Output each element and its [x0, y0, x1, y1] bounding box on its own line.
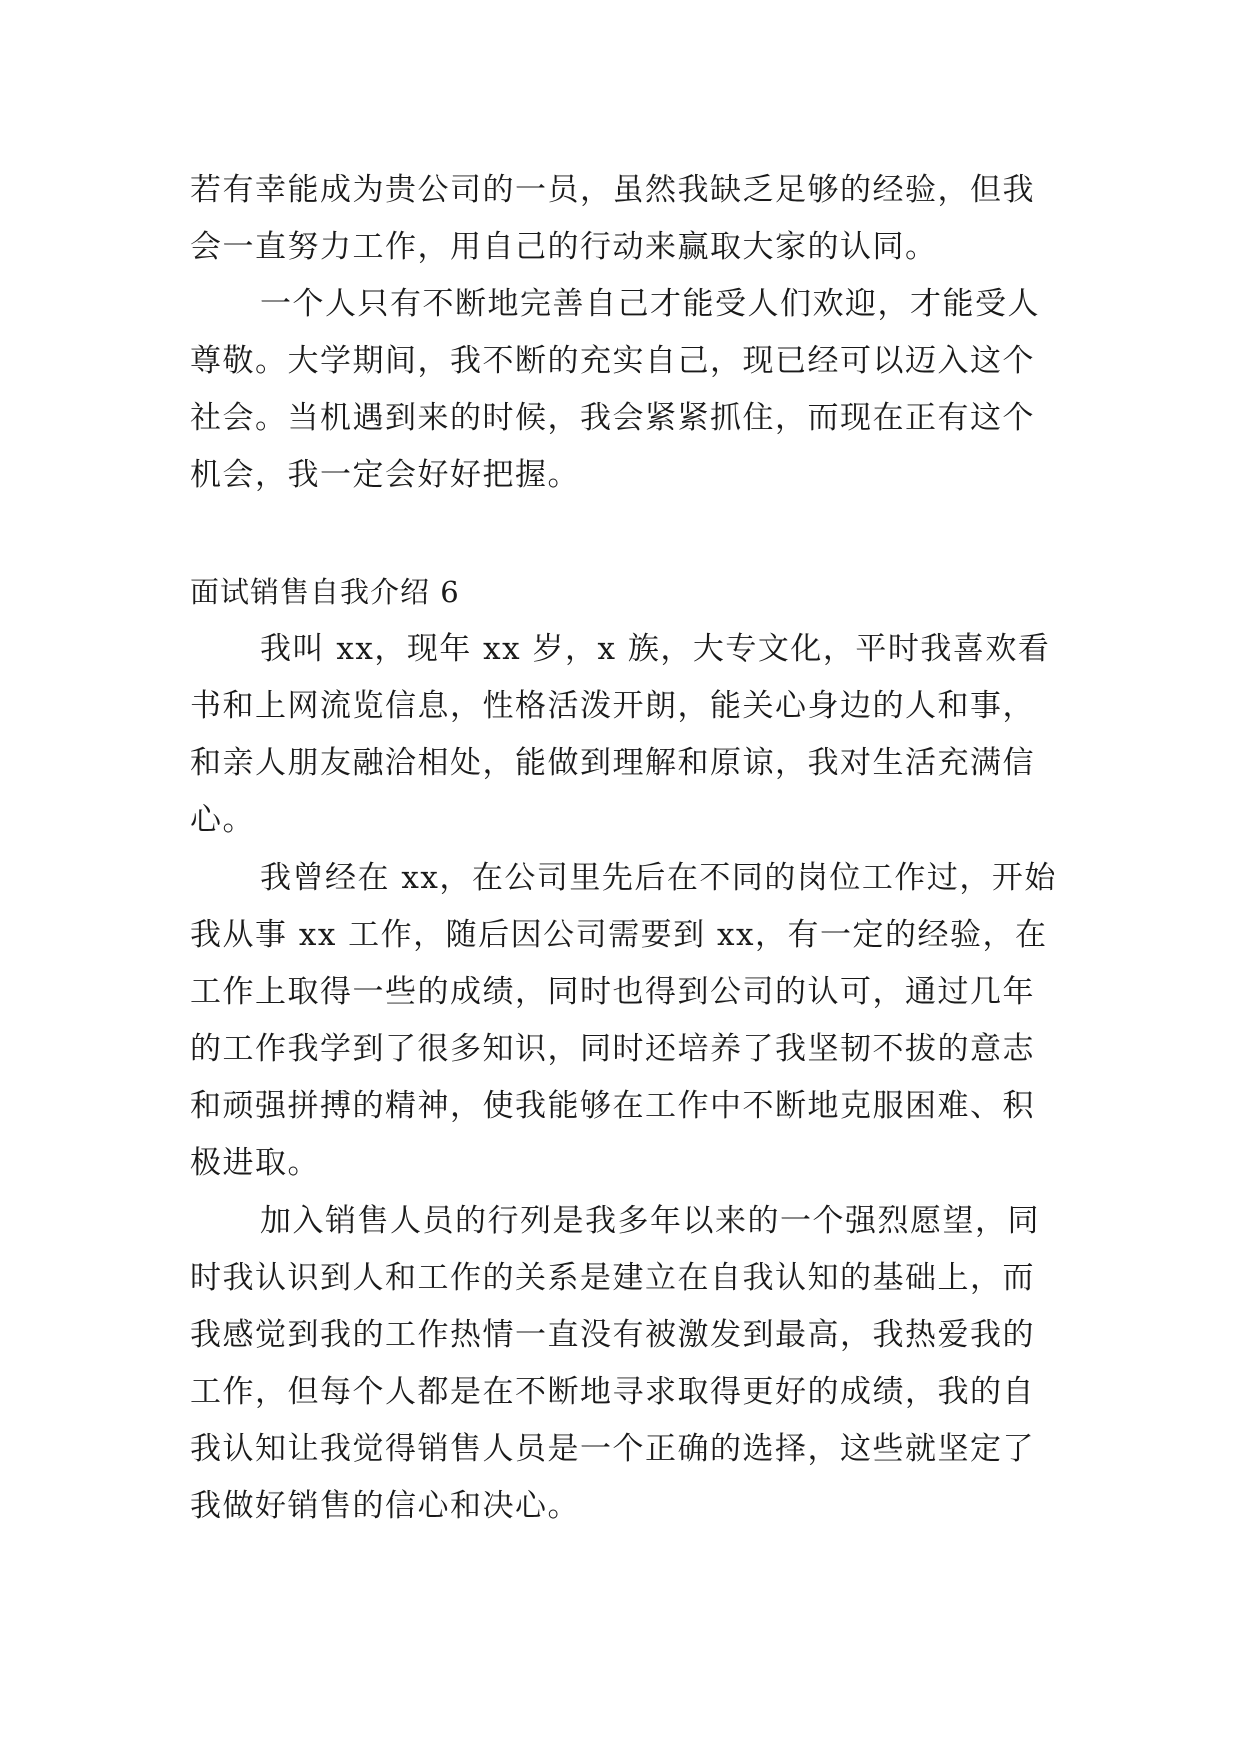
- text-line: 极进取。: [190, 1145, 320, 1181]
- text-line: 我叫 xx，现年 xx 岁，x 族，大专文化，平时我喜欢看: [260, 631, 1051, 667]
- text-line: 和亲人朋友融洽相处，能做到理解和原谅，我对生活充满信: [190, 745, 1035, 781]
- text-line: 会一直努力工作，用自己的行动来赢取大家的认同。: [190, 229, 938, 265]
- text-line: 的工作我学到了很多知识，同时还培养了我坚韧不拔的意志: [190, 1031, 1035, 1067]
- text-line: 尊敬。大学期间，我不断的充实自己，现已经可以迈入这个: [190, 343, 1035, 379]
- text-line: 书和上网流览信息，性格活泼开朗，能关心身边的人和事，: [190, 688, 1035, 724]
- text-line: 社会。当机遇到来的时候，我会紧紧抓住，而现在正有这个: [190, 400, 1035, 436]
- text-line: 我认知让我觉得销售人员是一个正确的选择，这些就坚定了: [190, 1431, 1035, 1467]
- text-line: 我做好销售的信心和决心。: [190, 1488, 580, 1524]
- text-line: 一个人只有不断地完善自己才能受人们欢迎，才能受人: [260, 286, 1040, 322]
- text-line: 若有幸能成为贵公司的一员，虽然我缺乏足够的经验，但我: [190, 172, 1035, 208]
- text-line: 加入销售人员的行列是我多年以来的一个强烈愿望，同: [260, 1203, 1040, 1239]
- text-line: 时我认识到人和工作的关系是建立在自我认知的基础上，而: [190, 1260, 1035, 1296]
- text-line: 我从事 xx 工作，随后因公司需要到 xx，有一定的经验，在: [190, 917, 1048, 953]
- text-line: 心。: [190, 802, 255, 838]
- text-line: 机会，我一定会好好把握。: [190, 457, 580, 493]
- text-line: 我感觉到我的工作热情一直没有被激发到最高，我热爱我的: [190, 1317, 1035, 1353]
- text-line: 和顽强拼搏的精神，使我能够在工作中不断地克服困难、积: [190, 1088, 1035, 1124]
- text-line: 工作上取得一些的成绩，同时也得到公司的认可，通过几年: [190, 974, 1035, 1010]
- text-line: 工作，但每个人都是在不断地寻求取得更好的成绩，我的自: [190, 1374, 1035, 1410]
- section-title: 面试销售自我介绍 6: [190, 575, 460, 609]
- text-line: 我曾经在 xx，在公司里先后在不同的岗位工作过，开始: [260, 860, 1057, 896]
